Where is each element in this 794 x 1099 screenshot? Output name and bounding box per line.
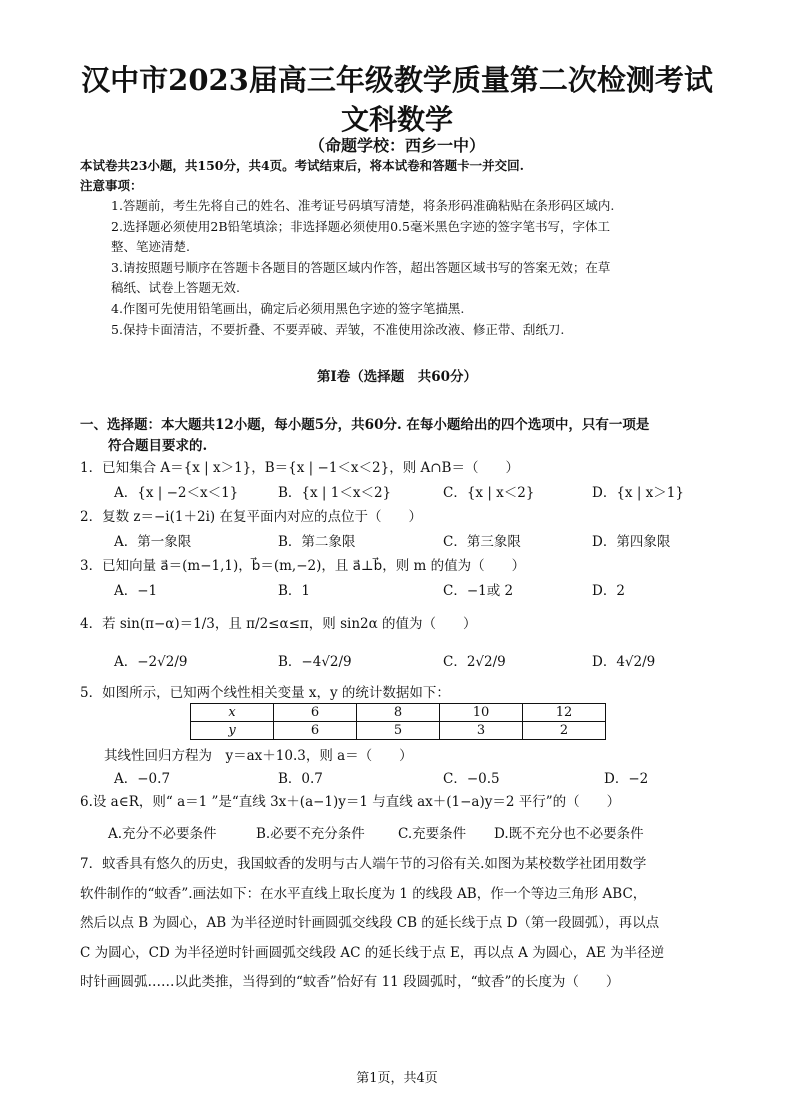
q5-option-c: C．−0.5 [443, 771, 500, 787]
q7-line-1: 7．蚊香具有悠久的历史，我国蚊香的发明与古人端午节的习俗有关.如图为某校数学社团用数学 [80, 856, 647, 872]
notice-3a: 3.请按照题号顺序在答题卡各题目的答题区域内作答，超出答题区域书写的答案无效；在草 [111, 260, 611, 275]
q2-option-d: D．第四象限 [592, 534, 671, 550]
q6-option-c: C.充要条件 [398, 826, 467, 842]
q4-option-b: B．−4√2/9 [278, 654, 352, 670]
q7-line-2: 软件制作的“蚊香”.画法如下：在水平直线上取长度为 1 的线段 AB，作一个等边三角形 ABC， [80, 886, 647, 902]
q3-option-a: A．−1 [114, 583, 158, 599]
q5-option-a: A．−0.7 [114, 771, 171, 787]
q7-line-5: 时针画圆弧……以此类推，当得到的“蚊香”恰好有 11 段圆弧时，“蚊香”的长度为（ ） [80, 974, 620, 990]
table-header-y: y [191, 722, 274, 740]
notice-2b: 整、笔迹清楚. [111, 239, 190, 254]
table-cell: 12 [523, 704, 606, 722]
q3-option-d: D．2 [592, 583, 625, 599]
table-header-x: x [191, 704, 274, 722]
q2-stem: 2．复数 z＝−i(1＋2i) 在复平面内对应的点位于（ ） [80, 509, 422, 525]
table-row-x [191, 704, 606, 722]
intro-text: 本试卷共23小题，共150分，共4页。考试结束后，将本试卷和答题卡一并交回. [80, 158, 525, 173]
table-cell: 6 [274, 722, 357, 740]
q7-line-3: 然后以点 B 为圆心，AB 为半径逆时针画圆弧交线段 CB 的延长线于点 D（第一段圆弧），再以点 [80, 915, 660, 931]
q1-option-d: D．{x | x＞1} [592, 485, 684, 501]
q5-regression: 其线性回归方程为 y＝ax＋10.3，则 a＝（ ） [104, 748, 413, 764]
table-cell: 5 [357, 722, 440, 740]
q3-stem: 3．已知向量 a⃗＝(m−1,1)，b⃗＝(m,−2)，且 a⃗⊥b⃗，则 m 的值为（ ） [80, 558, 526, 574]
q6-option-d: D.既不充分也不必要条件 [494, 826, 644, 842]
exam-school: （命题学校：西乡一中） [308, 136, 485, 155]
q6-option-b: B.必要不充分条件 [256, 826, 365, 842]
table-cell: 8 [357, 704, 440, 722]
exam-subject: 文科数学 [340, 103, 453, 136]
q2-option-b: B．第二象限 [278, 534, 356, 550]
q7-line-4: C 为圆心，CD 为半径逆时针画圆弧交线段 AC 的延长线于点 E，再以点 A 为圆心，AE 为半径逆 [80, 945, 665, 961]
q3-option-b: B．1 [278, 583, 311, 599]
table-row-y [191, 722, 606, 740]
table-cell: 3 [440, 722, 523, 740]
notice-5: 5.保持卡面清洁，不要折叠、不要弄破、弄皱，不准使用涂改液、修正带、刮纸刀. [111, 322, 565, 337]
notice-2a: 2.选择题必须使用2B铅笔填涂；非选择题必须使用0.5毫米黑色字迹的签字笔书写，字体工 [111, 219, 610, 234]
notice-1: 1.答题前，考生先将自己的姓名、准考证号码填写清楚，将条形码准确粘贴在条形码区域内. [111, 198, 615, 213]
q1-stem: 1．已知集合 A＝{x | x＞1}，B＝{x | −1＜x＜2}，则 A∩B＝（ ） [80, 460, 519, 476]
notice-title: 注意事项： [80, 178, 143, 193]
section1-line2: 符合题目要求的. [108, 438, 208, 454]
q2-option-c: C．第三象限 [443, 534, 521, 550]
q4-option-d: D．4√2/9 [592, 654, 656, 670]
q2-option-a: A．第一象限 [114, 534, 192, 550]
q5-data-table [190, 703, 606, 740]
section1-line1: 一、选择题：本大题共12小题，每小题5分，共60分. 在每小题给出的四个选项中，只有一项是 [80, 417, 650, 433]
q5-option-d: D．−2 [604, 771, 649, 787]
q4-option-c: C．2√2/9 [443, 654, 506, 670]
table-cell: 6 [274, 704, 357, 722]
q6-stem: 6.设 a∈R，则“ a＝1 ”是“直线 3x＋(a−1)y＝1 与直线 ax＋(1−a)y＝2 平行”的（ ） [80, 794, 621, 810]
q5-option-b: B．0.7 [278, 771, 323, 787]
part1-title: 第Ⅰ卷（选择题 共60分） [316, 369, 478, 385]
q1-option-c: C．{x | x＜2} [443, 485, 535, 501]
q3-option-c: C．−1或 2 [443, 583, 514, 599]
table-cell: 10 [440, 704, 523, 722]
q4-option-a: A．−2√2/9 [114, 654, 188, 670]
notice-3b: 稿纸、试卷上答题无效. [111, 280, 240, 295]
q4-stem: 4．若 sin(π−α)＝1/3，且 π/2≤α≤π，则 sin2α 的值为（ ） [80, 616, 477, 632]
exam-title: 汉中市2023届高三年级教学质量第二次检测考试 [81, 63, 713, 97]
page-footer: 第1页，共4页 [356, 1071, 438, 1086]
q1-option-b: B．{x | 1＜x＜2} [278, 485, 392, 501]
q6-option-a: A.充分不必要条件 [108, 826, 217, 842]
table-cell: 2 [523, 722, 606, 740]
q5-stem: 5．如图所示，已知两个线性相关变量 x，y 的统计数据如下： [80, 685, 450, 701]
notice-4: 4.作图可先使用铅笔画出，确定后必须用黑色字迹的签字笔描黑. [111, 301, 465, 316]
q1-option-a: A．{x | −2＜x＜1} [114, 485, 239, 501]
